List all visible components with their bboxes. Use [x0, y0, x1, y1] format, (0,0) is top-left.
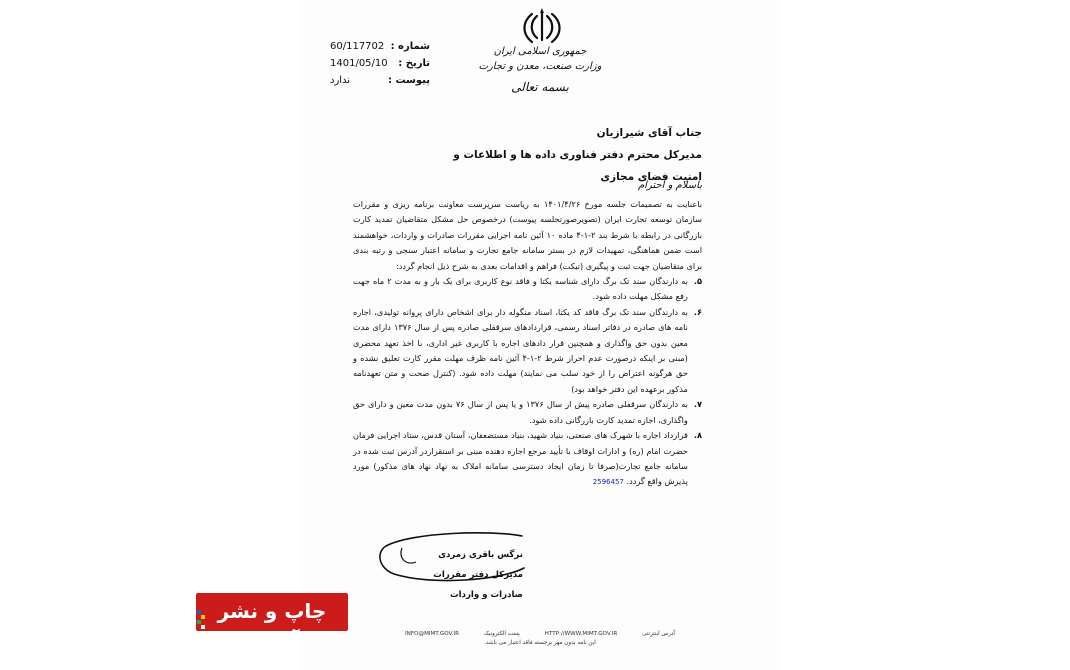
list-item — [353, 397, 702, 428]
republic-line: جمهوری اسلامی ایران — [493, 46, 587, 57]
date-row — [330, 55, 430, 72]
recipient-name: جناب آقای شیرازیان — [596, 127, 702, 139]
letter-metadata — [330, 38, 430, 89]
item-text-content: قرارداد اجاره با شهرک های صنعتی، بنیاد شهید، بنیاد مستضعفان، آستان قدس، ستاد اجرایی فرمان حضرت امام (ره) و ادارات اوقاف با تأیید مرجع اجاره دهنده مبنی بر استقراردر آدرس ثبت شده در سامانه جامع تجارت(صرفا تا زمان ایجاد دسترسی سامانه املاک به نهاد نهاد های مذکور) مورد پذیرش واقع گردد. — [353, 430, 688, 487]
signer-title: مدیرکل دفتر مقررات صادرات و واردات — [433, 570, 523, 600]
ministry-name: وزارت صنعت، معدن و تجارت — [478, 61, 602, 72]
number-label: شماره : — [390, 41, 430, 52]
list-item — [353, 428, 702, 491]
salutation: باسلام و احترام — [637, 180, 702, 191]
signer-block — [400, 545, 523, 605]
number-value: 60/117702 — [330, 41, 385, 52]
item-number: ۵. — [693, 276, 702, 287]
attachment-label: پیوست : — [387, 75, 430, 86]
watermark-text: چاپ و نشر آنلاین — [217, 599, 327, 653]
ministry-header — [470, 44, 610, 95]
signer-name: نرگس باقری زمردی — [438, 550, 523, 560]
footer-note: این نامه بدون مهر برجسته فاقد اعتبار می باشد. — [484, 640, 596, 646]
item-number: ۸. — [693, 430, 702, 441]
letter-footer — [405, 630, 675, 648]
email-value[interactable]: INFO@MIMT.GOV.IR — [405, 631, 459, 637]
watermark-logo — [196, 593, 348, 653]
attachment-value: ندارد — [330, 75, 351, 86]
recipient-block — [440, 122, 702, 188]
list-item — [353, 305, 702, 397]
item-number: ۶. — [693, 306, 702, 317]
attachment-row — [330, 72, 430, 89]
email-label: پست الکترونیک — [483, 631, 520, 637]
intro-paragraph: باعنایت به تصمیمات جلسه مورخ ۱۴۰۱/۴/۲۶ به ریاست سرپرست معاونت برنامه ریزی و مقررات سازمان توسعه تجارت ایران (تصویرصورتجلسه پیوست) درخصوص حل مشکل متقاضیان تمدید کارت بازرگانی در رابطه با شرط بند ۲-۱-۴ ماده ۱۰ آئین نامه اجرایی مقررات صادرات و واردات، خواهشمند است ضمن هماهنگی، تمهیدات لازم در بستر سامانه جامع تجارت و سامانه اعتبار سنجی و رتبه بندی برای متقاضیان جهت ثبت و پیگیری (تیکت) فراهم و اقدامات بعدی به شرح ذیل انجام گردد: — [353, 199, 702, 271]
basmala-line: بسمه تعالی — [511, 80, 569, 94]
website-value[interactable]: HTTP://WWW.MIMT.GOV.IR — [544, 631, 618, 637]
iran-emblem-icon — [520, 6, 564, 46]
letter-body — [353, 197, 702, 491]
item-number: ۷. — [693, 399, 702, 410]
list-item — [353, 274, 702, 305]
number-row — [330, 38, 430, 55]
item-text: به دارندگان سند تک برگ دارای شناسه یکتا و فاقد نوع کاربری برای یک بار و به مدت ۲ ماه جهت رفع مشکل مهلت داده شود. — [353, 276, 688, 302]
item-text: به دارندگان سرقفلی صادره پیش از سال ۱۳۷۶ و یا پس از سال ۷۶ بدون مدت معین و دارای حق واگذاری، اجازه تمدید کارت بازرگانی داده شود. — [353, 399, 688, 425]
date-value: 1401/05/10 — [330, 58, 388, 69]
item-text: به دارندگان سند تک برگ فاقد کد یکتا، اسناد منگوله دار برای اشخاص دارای پروانه تولیدی، اجاره نامه های صادره در دفاتر اسناد رسمی، قراردادهای سرقفلی صادره پس از سال ۱۳۷۶ دارای مدت معین بدون حق واگذاری و همچنین قرار دادهای اجاره با کاربری غیر اداری، با اخذ تعهد محضری (مبنی بر اینکه درصورت عدم احراز شرط ۲-۱-۴ آئین نامه ظرف مهلت مقرر کارت تعلیق نشده و حق هرگونه اعتراض را از خود سلب می نمایند) مهلت داده شود. (کنترل صحت و متن تعهدنامه مذکور برعهده این دفتر خواهد بود) — [353, 306, 688, 394]
recipient-title: مدیرکل محترم دفتر فناوری داده ها و اطلاعات و امنیت فضای مجازی — [453, 149, 702, 183]
item-text — [353, 428, 688, 491]
reference-code: 2596457 — [592, 478, 624, 487]
footer-contact-row — [405, 630, 675, 639]
website-label: آدرس اینترنتی — [642, 631, 675, 637]
date-label: تاریخ : — [398, 58, 430, 69]
